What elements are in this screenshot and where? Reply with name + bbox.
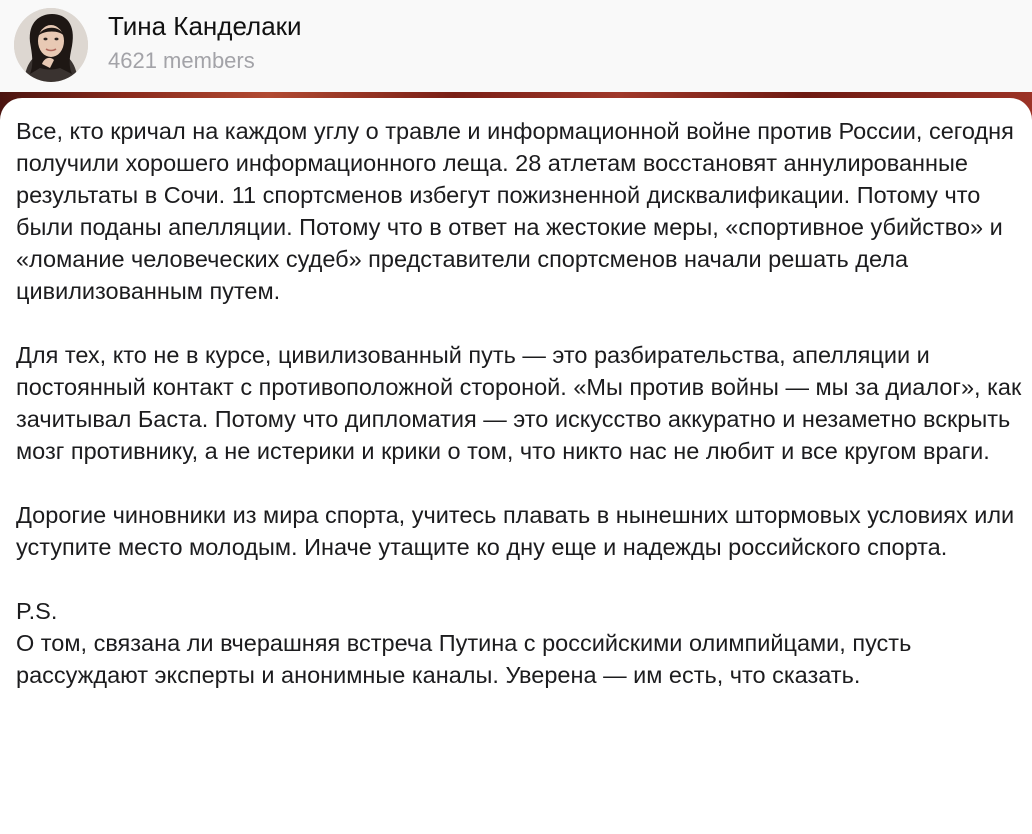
message-paragraph: Дорогие чиновники из мира спорта, учитесь плавать в нынешних штормовых условиях или уступите место молодым. Иначе утащите ко дну еще и надежды российского спорта. [16, 502, 1015, 560]
channel-title[interactable]: Тина Канделаки [108, 11, 302, 41]
avatar[interactable] [14, 8, 88, 82]
chat-header [0, 0, 1032, 92]
ps-text: О том, связана ли вчерашняя встреча Путина с российскими олимпийцами, пусть рассуждают эксперты и анонимные каналы. Уверена — им есть, что сказать. [16, 630, 912, 688]
members-count: 4621 members [108, 48, 255, 73]
avatar-photo-icon [14, 8, 88, 82]
message-paragraph: Для тех, кто не в курсе, цивилизованный путь — это разбирательства, апелляции и постоянный контакт с противоположной стороной. «Мы против войны — мы за диалог», как зачитывал Баста. Потому что дипломатия — это искусство аккуратно и незаметно вскрыть мозг противнику, а не истерики и крики о том, что никто нас не любит и все кругом враги. [16, 342, 1022, 464]
ps-label: P.S. [16, 598, 58, 624]
message-paragraph: Все, кто кричал на каждом углу о травле и информационной войне против России, сегодня получили хорошего информационного леща. 28 атлетам восстановят аннулированные результаты в Сочи. 11 спортсменов избегут пожизненной дисквалификации. Потому что были поданы апелляции. Потому что в ответ на жестокие меры, «спортивное убийство» и «ломание человеческих судеб» представители спортсменов начали решать дела цивилизованным путем. [16, 118, 1014, 304]
message-text [16, 115, 1028, 691]
